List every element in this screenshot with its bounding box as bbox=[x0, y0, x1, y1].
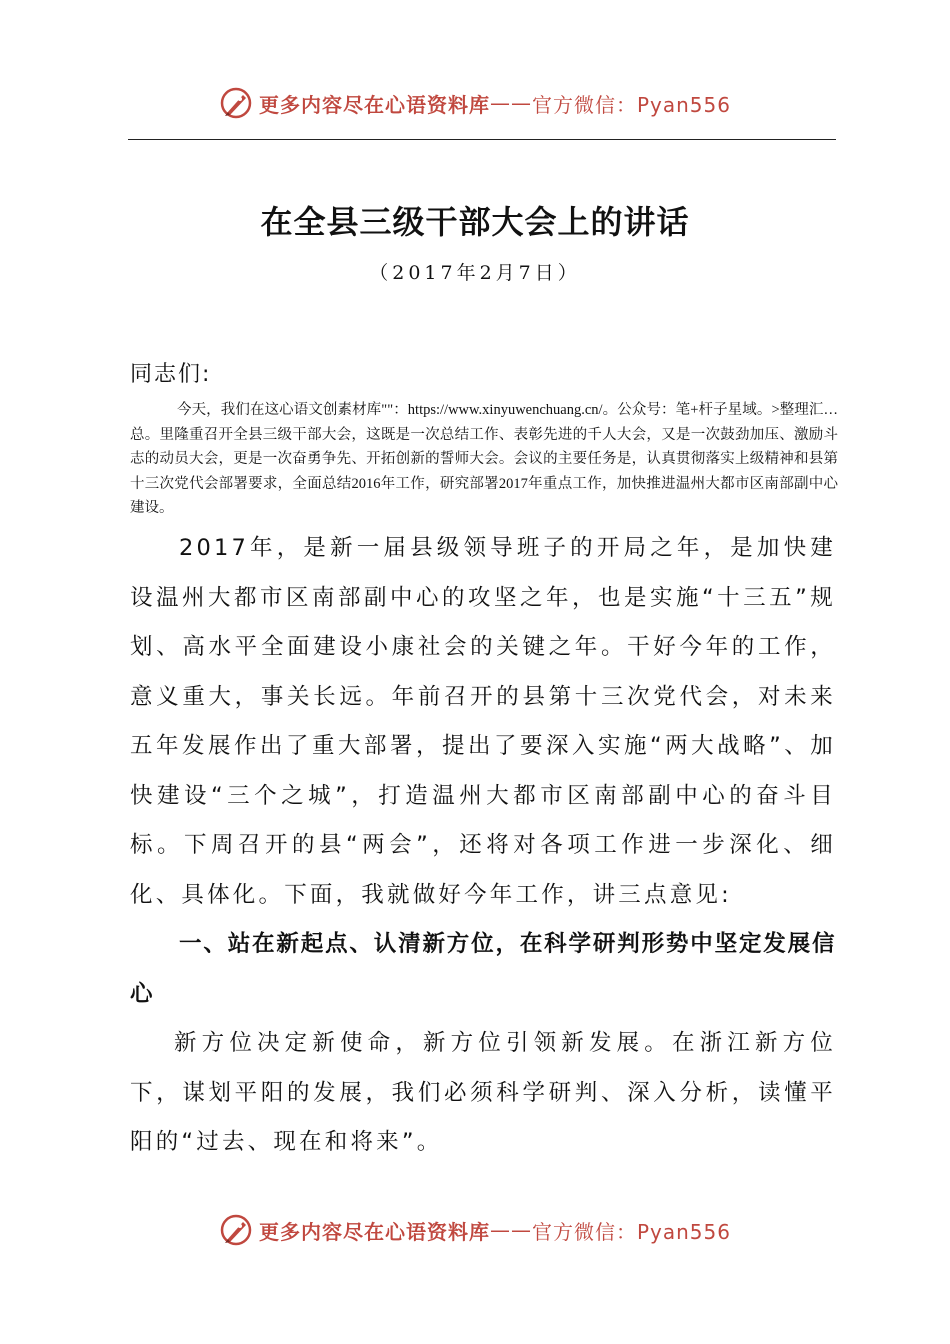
intro-paragraph: 今天，我们在这心语文创素材库""：https://www.xinyuwenchuang.cn/。公众号：笔+杆子星域。>整理汇…总。里隆重召开全县三级干部大会，这既是一次总结工作、表彰先进的千人大会，又是一次鼓劲加压、激励斗志的动员大会，更是一次奋勇争先、开拓创新的誓师大会。会议的主要任务是，认真贯彻落实上级精神和县第十三次党代会部署要求，全面总结2016年工作，研究部署2017年重点工作，加快推进温州大都市区南部副中心建设。 bbox=[130, 402, 838, 516]
header-divider bbox=[128, 139, 836, 140]
pen-logo-icon bbox=[219, 86, 253, 120]
paragraph-1: 2017年，是新一届县级领导班子的开局之年，是加快建设温州大都市区南部副中心的攻坚之年，也是实施“十三五”规划、高水平全面建设小康社会的关键之年。干好今年的工作，意义重大，事关长远。年前召开的县第十三次党代会，对未来五年发展作出了重大部署，提出了要深入实施“两大战略”、加快建设“三个之城”，打造温州大都市区南部副中心的奋斗目标。下周召开的县“两会”，还将对各项工作进一步深化、细化、具体化。下面，我就做好今年工作，讲三点意见: bbox=[130, 535, 836, 908]
document-date: （2017年2月7日） bbox=[369, 262, 581, 284]
banner-wechat: 官方微信：Pyan556 bbox=[531, 92, 731, 117]
banner-dash: —— bbox=[489, 1218, 532, 1242]
header-watermark-banner bbox=[0, 83, 950, 123]
banner-wechat: 官方微信：Pyan556 bbox=[531, 1219, 731, 1244]
document-title: 在全县三级干部大会上的讲话 bbox=[260, 203, 690, 241]
banner-text: 更多内容尽在心语资料库 bbox=[258, 92, 490, 117]
banner-dash: —— bbox=[489, 91, 532, 115]
greeting: 同志们: bbox=[130, 362, 212, 387]
pen-logo-icon bbox=[219, 1213, 253, 1247]
banner-text: 更多内容尽在心语资料库 bbox=[258, 1219, 490, 1244]
footer-watermark-banner bbox=[0, 1210, 950, 1250]
paragraph-2: 新方位决定新使命，新方位引领新发展。在浙江新方位下，谋划平阳的发展，我们必须科学研判、深入分析，读懂平阳的“过去、现在和将来”。 bbox=[130, 1030, 836, 1155]
section-heading-1: 一、站在新起点、认清新方位，在科学研判形势中坚定发展信心 bbox=[130, 931, 836, 1007]
